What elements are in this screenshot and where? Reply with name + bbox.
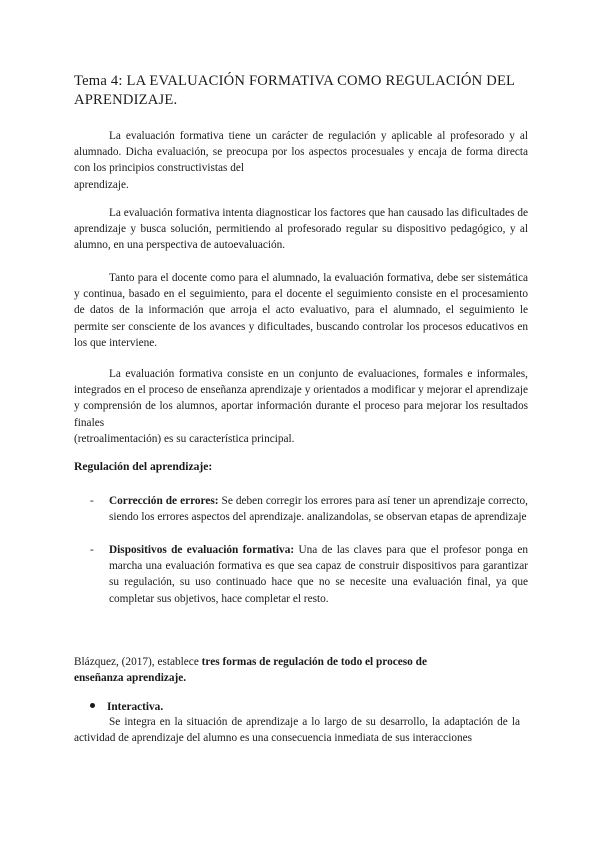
bullet-item-errores [90, 493, 528, 525]
bullet-body: Una de las claves para que el profesor ponga en marcha una evaluación formativa es que sea capaz de construir dispositivos para garantizar su regulación, su uso continuado hace que no se necesite una evaluación final, ya que completar sus objetivos, hace completar el resto. [109, 544, 528, 605]
paragraph-1-text: La evaluación formativa tiene un carácter de regulación y aplicable al profesorado y al alumnado. Dicha evaluación, se preocupa por los aspectos procesuales y encaja de forma directa con los principios constructivistas del [74, 130, 528, 175]
bullet-dot-icon [90, 703, 95, 708]
paragraph-4-tail: (retroalimentación) es su característica principal. [74, 432, 295, 445]
bullet-marker: - [90, 495, 94, 507]
interactiva-label: Interactiva. [107, 701, 164, 713]
paragraph-4 [74, 366, 528, 447]
paragraph-3 [74, 270, 528, 351]
page-title: Tema 4: LA EVALUACIÓN FORMATIVA COMO REGULACIÓN DEL APRENDIZAJE. [74, 73, 515, 108]
bullet-text [109, 542, 528, 607]
paragraph-4-body [74, 366, 528, 431]
bullet-text [109, 493, 528, 525]
blazquez-bold-1: tres formas de regulación de todo el proceso de [201, 656, 427, 668]
interactiva-text: Se integra en la situación de aprendizaje a lo largo de su desarrollo, la adaptación de la actividad de aprendizaje del alumno es una consecuencia inmediata de sus interacciones [74, 716, 520, 745]
interactiva-paragraph [74, 714, 520, 746]
paragraph-1 [74, 128, 528, 193]
blazquez-prefix: Blázquez, (2017), establece [74, 656, 202, 668]
bullet-body: Se deben corregir los errores para así tener un aprendizaje correcto, siendo los errores aspectos del aprendizaje. analizandolas, se observan etapas de aprendizaje [109, 495, 528, 524]
blazquez-line-2 [74, 670, 528, 686]
paragraph-1-end: aprendizaje. [74, 178, 129, 191]
interactiva-body [74, 714, 520, 746]
regulation-heading: Regulación del aprendizaje: [74, 460, 213, 473]
paragraph-2-text: La evaluación formativa intenta diagnosticar los factores que han causado las dificultades de aprendizaje y busca solución, permitiendo al profesorado regular su dispositivo pedagógico, y al alumno, en una perspectiva de autoevaluación. [74, 207, 528, 252]
bullet-label: Dispositivos de evaluación formativa: [109, 544, 295, 556]
paragraph-4-text: La evaluación formativa consiste en un conjunto de evaluaciones, formales e informales, integrados en el proceso de enseñanza aprendizaje y orientados a modificar y mejorar el aprendizaje y comprensión de los alumnos, aportar información durante el proceso para mejorar los resultados finales [74, 368, 528, 429]
bullet-label: Corrección de errores: [109, 495, 219, 507]
paragraph-1-body [74, 128, 528, 177]
blazquez-line-1 [74, 654, 528, 670]
bullet-marker: - [90, 544, 94, 556]
interactiva-item [90, 699, 163, 715]
blazquez-bold-2: enseñanza aprendizaje. [74, 672, 187, 685]
bullet-item-dispositivos [90, 542, 528, 607]
paragraph-2 [74, 205, 528, 254]
blazquez-paragraph [74, 654, 528, 686]
paragraph-3-text: Tanto para el docente como para el alumnado, la evaluación formativa, debe ser sistemática y continua, basado en el seguimiento, para el docente el seguimiento consiste en el procesamiento de datos de la información que arroja el acto evaluativo, para el alumnado, el seguimiento le permite ser consciente de los avances y dificultades, buscando controlar los procesos educativos en los que interviene. [74, 272, 528, 349]
